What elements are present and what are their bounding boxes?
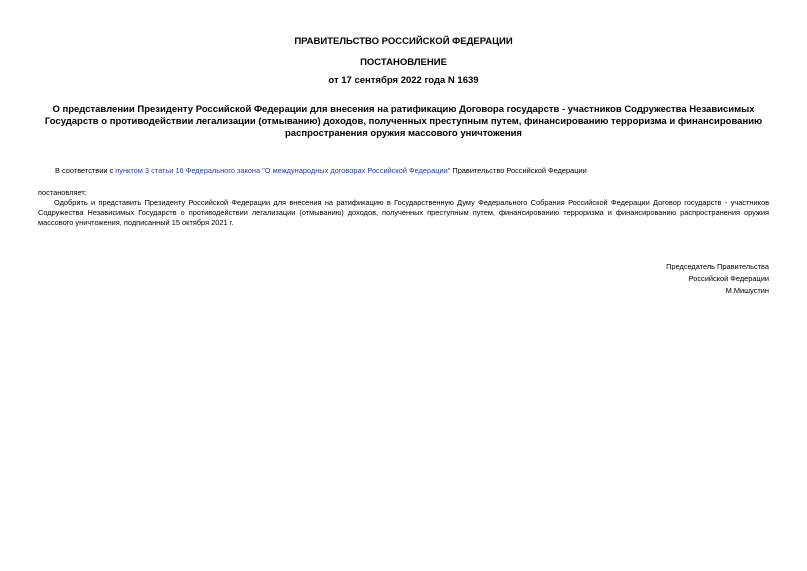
preamble-suffix: Правительство Российской Федерации xyxy=(450,166,587,175)
document-subject: О представлении Президенту Российской Федерации для внесения на ратификацию Договора государств - участников Содружества Независимых Государств о противодействии легализации (отмыванию) доходов, полученных преступным путем, финансированию терроризма и финансированию распространения оружия массового уничтожения xyxy=(44,104,763,139)
signature-name: М.Мишустин xyxy=(725,286,769,295)
signature-position: Председатель Правительства xyxy=(666,262,769,271)
law-link-end[interactable]: " xyxy=(447,166,451,175)
law-article-link[interactable]: пунктом 3 статьи 16 Федерального закона " xyxy=(115,166,265,175)
government-title: ПРАВИТЕЛЬСТВО РОССИЙСКОЙ ФЕДЕРАЦИИ xyxy=(294,36,513,47)
preamble xyxy=(55,166,775,176)
preamble-prefix: В соответствии с xyxy=(55,166,116,175)
decides-label: постановляет: xyxy=(38,188,87,197)
signature-organization: Российской Федерации xyxy=(688,274,769,283)
article-text: Одобрить и представить Президенту Российской Федерации для внесения на ратификацию в Государственную Думу Федерального Собрания Российской Федерации Договор государств - участников Содружества Независимых Государств о противодействии легализации (отмыванию) доходов, полученных преступным путем, финансированию терроризма и финансированию распространения оружия массового уничтожения, подписанный 15 октября 2021 г. xyxy=(38,198,769,227)
law-title-link[interactable]: О международных договорах Российской Федерации xyxy=(264,166,448,175)
document-date-number: от 17 сентября 2022 года N 1639 xyxy=(328,75,479,86)
document-type: ПОСТАНОВЛЕНИЕ xyxy=(360,57,447,68)
signature-block xyxy=(469,261,769,297)
